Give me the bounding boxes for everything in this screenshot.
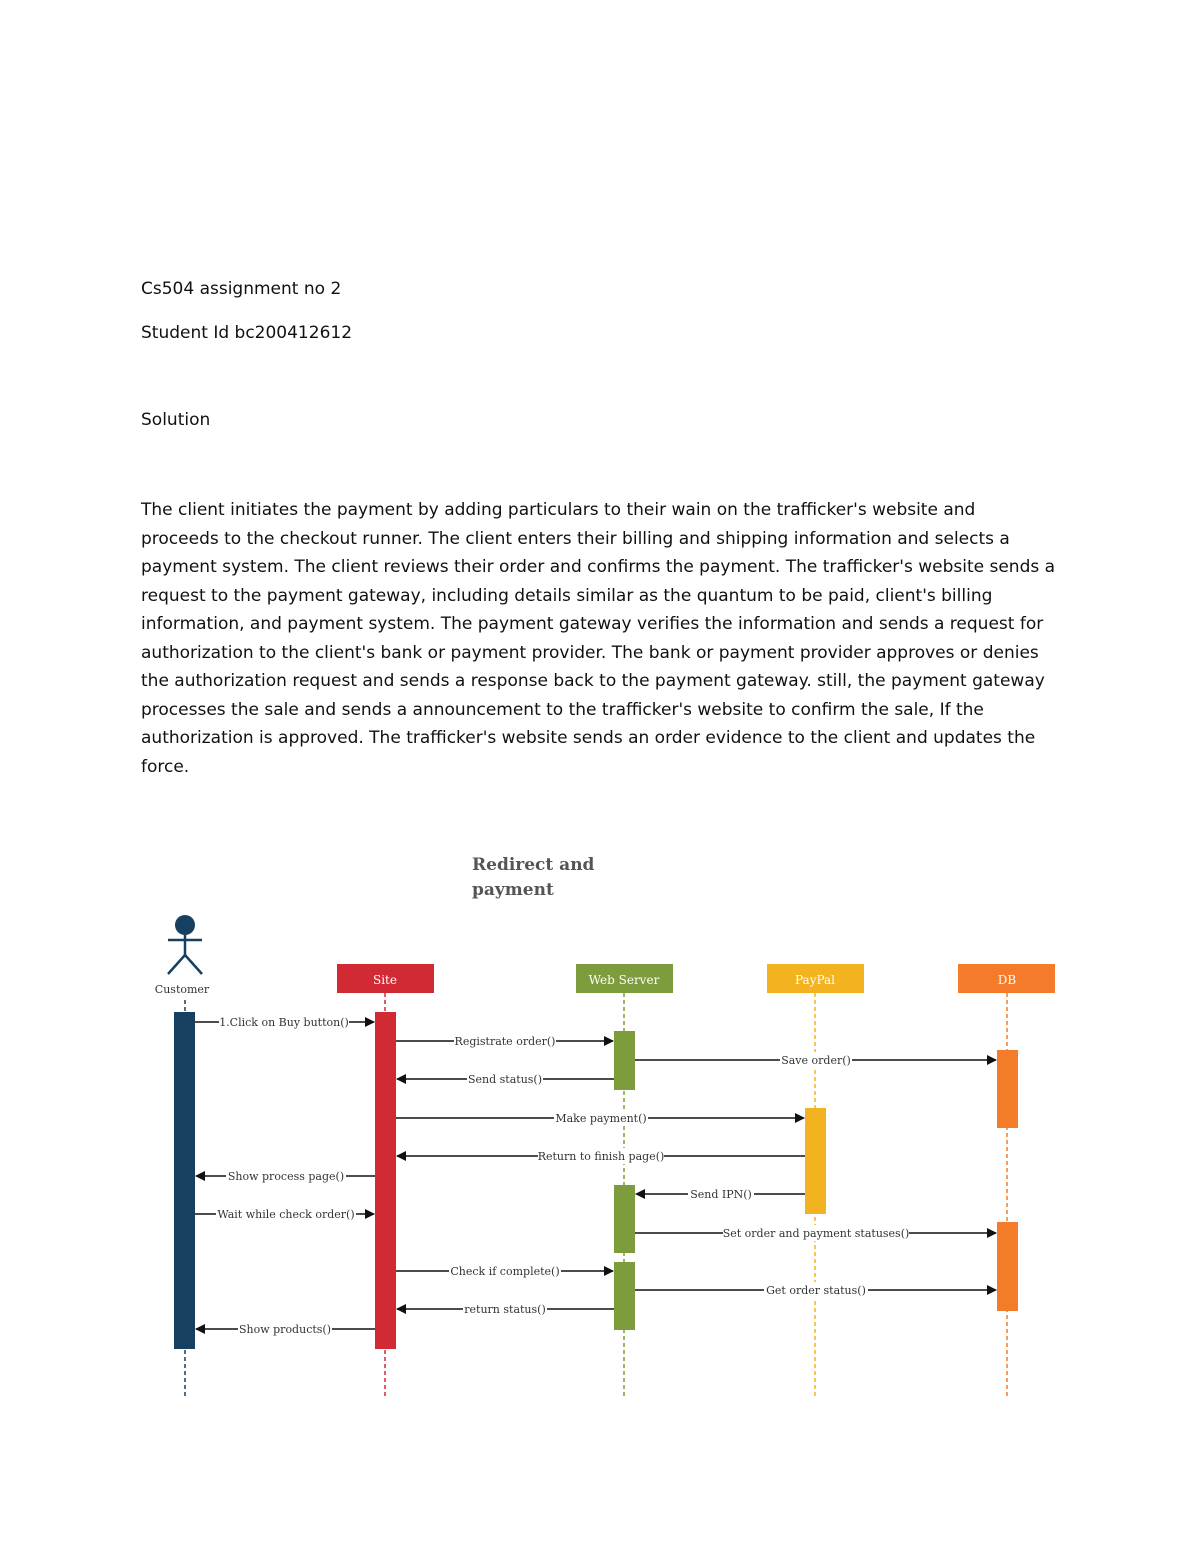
message-label-11: Check if complete() (450, 1265, 560, 1278)
assignment-title: Cs504 assignment no 2 (141, 279, 342, 299)
db-activation-2 (997, 1222, 1018, 1311)
paypal-activation (805, 1108, 826, 1214)
customer-actor-icon (168, 915, 202, 974)
message-label-10: Set order and payment statuses() (722, 1227, 910, 1240)
site-activation (375, 1012, 396, 1349)
message-label-2: Registrate order() (454, 1035, 556, 1048)
solution-paragraph: The client initiates the payment by adding particulars to their wain on the trafficker's website and proceeds to the checkout runner. The client enters their billing and shipping information and selects a payment system. The client reviews their order and confirms the payment. The trafficker's website sends a request to the payment gateway, including details similar as the quantum to be paid, client's billing information, and payment system. The payment gateway verifies the information and sends a request for authorization to the client's bank or payment provider. The bank or payment provider approves or denies the authorization request and sends a response back to the payment gateway. still, the payment gateway processes the sale and sends a announcement to the trafficker's website to confirm the sale, If the authorization is approved. The trafficker's website sends an order evidence to the client and updates the force. (141, 500, 1056, 777)
message-label-1: 1.Click on Buy button() (219, 1016, 349, 1029)
site-lifeline-label: Site (373, 973, 397, 987)
diagram-title-line2: payment (472, 880, 554, 900)
message-label-13: return status() (464, 1303, 546, 1316)
message-label-8: Send IPN() (690, 1188, 752, 1201)
webserver-activation-1 (614, 1031, 635, 1090)
diagram-title-line1: Redirect and (472, 855, 595, 875)
db-activation-1 (997, 1050, 1018, 1128)
db-lifeline-label: DB (997, 973, 1017, 987)
message-label-4: Send status() (467, 1073, 543, 1086)
message-label-3: Save order() (781, 1054, 851, 1067)
actor-label: Customer (154, 983, 210, 996)
message-label-9: Wait while check order() (217, 1208, 355, 1221)
customer-activation (174, 1012, 195, 1349)
message-label-12: Get order status() (766, 1284, 866, 1297)
message-label-6: Return to finish page() (537, 1150, 665, 1163)
solution-heading: Solution (141, 410, 211, 430)
webserver-activation-2 (614, 1185, 635, 1253)
message-label-5: Make payment() (555, 1112, 647, 1125)
webserver-lifeline-label: Web Server (588, 973, 660, 987)
webserver-activation-3 (614, 1262, 635, 1330)
message-label-7: Show process page() (227, 1170, 345, 1183)
student-id: Student Id bc200412612 (141, 323, 353, 343)
paypal-lifeline-label: PayPal (795, 973, 835, 987)
message-label-14: Show products() (238, 1323, 332, 1336)
